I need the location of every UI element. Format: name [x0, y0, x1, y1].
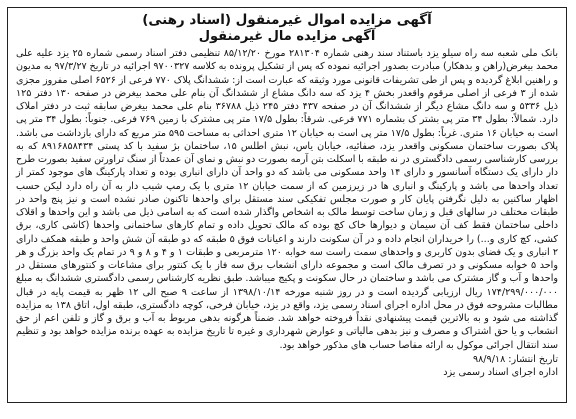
notice-subtitle: آگهی مزایده مال غیرمنقول — [198, 29, 376, 44]
publication-date: تاریخ انتشار: ۹۸/۹/۱۸ — [473, 353, 558, 365]
auction-notice — [7, 7, 567, 403]
notice-body: بانک ملی شعبه سه راه سیلو یزد باستناد سند رهنی شماره ۲۸۱۳۰۴ مورخ ۸۵/۱۲/۲۰ تنظیمی دفتر اسناد رسمی شماره ۲۵ یزد علیه علی محمد بیغرض(راهن و بدهکار) مبادرت بصدور اجرائیه نموده که پس از تشکیل پرونده به کلاسه ۹۷۰۰۳۲۷ اجرائیه در تاریخ ۹۷/۳/۲۷ به مدیون و راهنین ابلاغ گردیده و پس از طی تشریفات قانونی مورد وثیقه که عبارت است از: ششدانگ پلاک ۷۷۰ فرعی از ۶۵۲۶ اصلی مفروز مجزی شده از ۳ فرعی از اصلی مرقوم واقعدر بخش ۴ یزد که سه دانگ مشاع از ششدانگ آن بنام علی محمد بیغرض در صفحه ۱۳۰ دفتر ۱۲۵ ذیل ۵۳۳۶ و سه دانگ مشاع دیگر از ششدانگ آن در صفحه ۴۳۷ دفتر ۲۴۵ ذیل ۳۶۷۸۸ بنام علی محمد بیغرض سابقه ثبت در دفتر املاک دارد. شمالاً: بطول ۳۴ متر پی بشتر ک بشماره ۷۷۱ فرعی. شرقاً: بطول ۱۷/۵ متر پی مشترک با زمین ۷۶۹ فرعی. جنوباً: بطول ۳۴ متر پی است به خیابان ۱۶ متری. غرباً: بطول ۱۷/۵ متر پی است به خیابان ۱۲ متری احداثی به مساحت ۵۹۵ متر مربع که دارای بازداشت می باشد. پلاک بصورت ساختمان مسکونی واقعدر یزد، صفائیه، خیابان یاس، نبش اطلس ۱۵، ساختمان بژ سفید با کد پستی ۸۹۱۶۸۵۸۴۳۴ که به بررسی کارشناسی رسمی دادگستری در نه طبقه با اسکلت بتن آرمه بصورت دو نبش و نمای آن عمدتاً از سنگ تراورتن سفید بصورت طرح دار دارای یک دستگاه آسانسور و دارای ۱۴ واحد مسکونی می باشد که دو واحد آن دارای انباری بوده و تعداد پارکینگ های موجود کمتر از تعداد واحدها می باشد و پارکینگ و انباری ها در زیرزمین که از سمت خیابان ۱۲ متری با یک رمپ شیب دار به آن راه دارد لیکن حسب اظهار ساکنین به دلیل نگرفتن پایان کار و صورت مجلس تفکیکی سند مستقل برای واحدها تاکنون صادر نشده است و نیز پنج واحد در طبقات مختلف در سالهای قبل و زمان ساخت توسط مالک به اشخاص واگذار شده است که به اسامی ذیل می باشد و این واحدها و اقلاک داخلی ساختمان فقط کف آن سیمان و دیوارها خاک کچ بوده که مالک تحویل داده و تمام کارهای ساختمانی واحدها (کاشی کاری، برق کشی، کچ کاری و...) را خریداران انجام داده و در آن سکونت دارند و اعیانات فوق ۵ طبقه که دو طبقه آن شش واحد و طبقه همکف دارای ۲ انباری و یک فضای بدون کاربری و واحدهای سمت راست سه خوابه ۱۲۰ مترمربعی و طبقات ۱ و ۴ و ۸ و ۹ در تمام یک واحد بزرگ و هر واحد ۵ خوابه مسکونی و در تصرف مالک است و مجموعه دارای انشعاب برق سه فاز با یک کنتور برای مشاعات و کنتورهای مستقل در واحدها و آب و گاز مشترک می باشد و ساختمان در حال سکونت و پکیج میباشد. طبق نظریه کارشناس رسمی دادگستری ششدانگ به مبلغ ۱۷۴/۲۹۹/۰۰۰/۰۰۰ ریال ارزیابی گردیده است و در روز شنبه مورخه ۱۳۹۸/۱۰/۱۴ از ساعت ۹ صبح الی ۱۲ ظهر به قیمت پایه در قبال مطالبات مشروحه فوق در محل اداره اجرای اسناد رسمی یزد، واقع در یزد، خیابان فرخی، کوچه دادگستری، طبقه اول، اتاق ۱۳۸ به مزایده گذاشته می شود و به بالاترین قیمت پیشنهادی نقداً فروخته خواهد شد. ضمناً هرگونه بدهی مربوط به آب و برق و گاز و تلفن اعم از حق انشعاب و یا حق اشتراک و مصرف و نیز بدهی مالیاتی و عوارض شهرداری و غیره تا تاریخ مزایده به عهده برنده مزایده خواهد بود و تنظیم سند انتقال اجرائی موکول به ارائه مفاصا حساب های مذکور خواهد بود. — [16, 48, 559, 351]
notice-title: آگهی مزایده اموال غیرمنقول (اسناد رهنی) — [142, 12, 432, 28]
notice-footer — [16, 353, 558, 379]
issuing-office: اداره اجرای اسناد رسمی یزد — [443, 366, 558, 378]
